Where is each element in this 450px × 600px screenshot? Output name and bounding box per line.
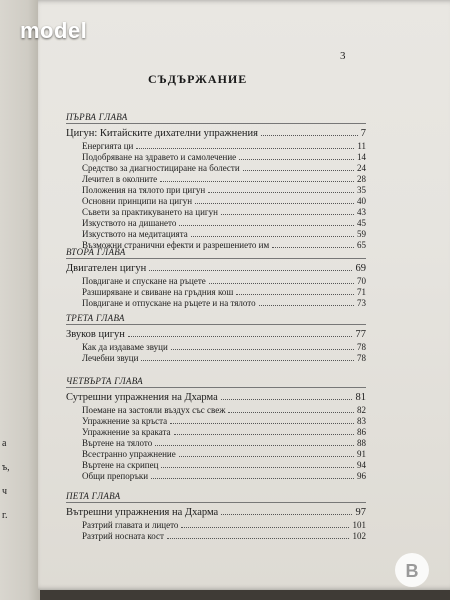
toc-entry-title: Двигателен цигун: [66, 263, 147, 274]
chapter-label: ТРЕТА ГЛАВА: [66, 313, 366, 325]
toc-entry-title: Енергията ци: [82, 141, 134, 151]
toc-entry: [66, 353, 366, 364]
toc-entry-title: Изкуството на медитацията: [82, 229, 188, 239]
toc-entry: [66, 229, 366, 240]
toc-entry-page: 28: [357, 174, 366, 184]
chapter-label: ПЕТА ГЛАВА: [66, 491, 366, 503]
toc-leader-dots: [167, 538, 349, 539]
toc-entry: [66, 427, 366, 438]
toc-leader-dots: [209, 283, 354, 284]
toc-entry-title: Лечител в околните: [82, 174, 158, 184]
toc-entry-page: 7: [360, 128, 366, 139]
toc-entry: [66, 152, 366, 163]
toc-leader-dots: [221, 214, 354, 215]
toc-leader-dots: [221, 514, 352, 515]
toc-entry: [66, 531, 366, 542]
toc-entry: [66, 128, 366, 141]
toc-entry: [66, 520, 366, 531]
watermark: model: [20, 18, 88, 43]
toc-entry-title: Поемане на застояли въздух със свеж: [82, 405, 226, 415]
toc-entry: [66, 185, 366, 196]
toc-title: СЪДЪРЖАНИЕ: [148, 72, 248, 86]
toc-leader-dots: [171, 349, 354, 350]
toc-leader-dots: [191, 236, 354, 237]
toc-entry: [66, 276, 366, 287]
toc-entry-title: Средство за диагностициране на болести: [82, 163, 240, 173]
toc-entry-title: Упражнение за кръста: [82, 416, 168, 426]
left-margin-text: ч: [2, 486, 8, 497]
toc-leader-dots: [239, 159, 354, 160]
toc-leader-dots: [161, 467, 354, 468]
toc-entry-title: Въртене на тялото: [82, 438, 153, 448]
toc-entry-page: 78: [357, 342, 366, 352]
toc-entry: [66, 471, 366, 482]
toc-leader-dots: [136, 148, 354, 149]
toc-leader-dots: [170, 423, 354, 424]
toc-entry-title: Въртене на скрипец: [82, 460, 159, 470]
toc-entry-title: Повдигане и отпускане на ръцете и на тялото: [82, 298, 256, 308]
toc-entry-page: 86: [357, 427, 366, 437]
toc-entry-page: 78: [357, 353, 366, 363]
toc-entry-page: 94: [357, 460, 366, 470]
toc-leader-dots: [155, 445, 354, 446]
toc-entry-page: 59: [357, 229, 366, 239]
toc-entry-title: Изкуството на дишането: [82, 218, 177, 228]
toc-entry-title: Положения на тялото при цигун: [82, 185, 206, 195]
toc-entry-page: 35: [357, 185, 366, 195]
toc-entry-title: Упражнение за краката: [82, 427, 171, 437]
toc-leader-dots: [179, 225, 354, 226]
left-margin-text: ъ,: [2, 462, 10, 473]
toc-entry-title: Общи препоръки: [82, 471, 149, 481]
toc-leader-dots: [243, 170, 354, 171]
toc-entry: [66, 460, 366, 471]
logo-icon: [388, 550, 436, 590]
toc-entry-title: Как да издаваме звуци: [82, 342, 168, 352]
toc-leader-dots: [174, 434, 354, 435]
toc-entry: [66, 141, 366, 152]
toc-entry-title: Всестранно упражнение: [82, 449, 176, 459]
toc-entry-page: 45: [357, 218, 366, 228]
toc-chapter: [66, 491, 366, 542]
toc-leader-dots: [208, 192, 354, 193]
toc-entry-title: Звуков цигун: [66, 329, 125, 340]
toc-leader-dots: [151, 478, 354, 479]
toc-chapter: [66, 376, 366, 482]
toc-entry: [66, 416, 366, 427]
left-margin-text: а: [2, 438, 7, 449]
toc-entry: [66, 329, 366, 342]
toc-entry-page: 73: [357, 298, 366, 308]
toc-leader-dots: [181, 527, 349, 528]
toc-entry-page: 81: [355, 392, 366, 403]
toc-entry-title: Разширяване и свиване на гръдния кош: [82, 287, 234, 297]
toc-entry-page: 14: [357, 152, 366, 162]
toc-leader-dots: [160, 181, 354, 182]
chapter-label: ПЪРВА ГЛАВА: [66, 112, 366, 124]
toc-entry-page: 65: [357, 240, 366, 250]
toc-entry-page: 102: [352, 531, 366, 541]
chapter-label: ВТОРА ГЛАВА: [66, 247, 366, 259]
toc-entry-page: 11: [357, 141, 366, 151]
toc-entry-page: 97: [355, 507, 366, 518]
toc-entry-title: Подобряване на здравето и самолечение: [82, 152, 237, 162]
toc-entry: [66, 392, 366, 405]
toc-entry: [66, 342, 366, 353]
toc-entry-page: 24: [357, 163, 366, 173]
toc-leader-dots: [236, 294, 354, 295]
toc-entry-title: Цигун: Китайските дихателни упражнения: [66, 128, 258, 139]
toc-entry-title: Разтрий носната кост: [82, 531, 164, 541]
toc-chapter: [66, 247, 366, 309]
toc-entry-title: Повдигане и спускане на ръцете: [82, 276, 206, 286]
toc-entry: [66, 438, 366, 449]
toc-entry-page: 101: [352, 520, 366, 530]
left-page-edge: [0, 0, 40, 600]
toc-entry-title: Възможни странични ефекти и разрешението им: [82, 240, 270, 250]
toc-entry: [66, 405, 366, 416]
toc-entry-title: Лечебни звуци: [82, 353, 139, 363]
toc-entry-title: Сутрешни упражнения на Дхарма: [66, 392, 218, 403]
toc-entry-title: Вътрешни упражнения на Дхарма: [66, 507, 219, 518]
toc-leader-dots: [259, 305, 354, 306]
toc-leader-dots: [179, 456, 354, 457]
toc-leader-dots: [149, 270, 352, 271]
toc-entry-page: 43: [357, 207, 366, 217]
toc-entry-page: 70: [357, 276, 366, 286]
toc-leader-dots: [228, 412, 354, 413]
toc-leader-dots: [128, 336, 352, 337]
toc-chapter: [66, 112, 366, 251]
toc-leader-dots: [141, 360, 354, 361]
toc-leader-dots: [261, 135, 358, 136]
toc-entry: [66, 507, 366, 520]
toc-entry: [66, 207, 366, 218]
toc-entry-title: Разтрий главата и лицето: [82, 520, 179, 530]
toc-entry-page: 82: [357, 405, 366, 415]
toc-entry: [66, 449, 366, 460]
toc-entry: [66, 163, 366, 174]
chapter-label: ЧЕТВЪРТА ГЛАВА: [66, 376, 366, 388]
svg-text:B: B: [405, 561, 419, 581]
toc-entry: [66, 298, 366, 309]
toc-chapter: [66, 313, 366, 364]
toc-entry: [66, 263, 366, 276]
toc-leader-dots: [195, 203, 354, 204]
toc-entry-page: 77: [355, 329, 366, 340]
left-margin-text: г.: [2, 510, 8, 521]
toc-entry-page: 88: [357, 438, 366, 448]
toc-entry-title: Основни принципи на цигун: [82, 196, 193, 206]
toc-entry-title: Съвети за практикуването на цигун: [82, 207, 218, 217]
toc-entry: [66, 287, 366, 298]
toc-entry: [66, 196, 366, 207]
toc-entry: [66, 218, 366, 229]
toc-entry: [66, 174, 366, 185]
toc-entry-page: 69: [355, 263, 366, 274]
toc-entry-page: 40: [357, 196, 366, 206]
toc-leader-dots: [221, 399, 352, 400]
toc-entry-page: 91: [357, 449, 366, 459]
page-number: 3: [340, 50, 346, 62]
toc-entry-page: 71: [357, 287, 366, 297]
toc-entry-page: 83: [357, 416, 366, 426]
toc-entry-page: 96: [357, 471, 366, 481]
